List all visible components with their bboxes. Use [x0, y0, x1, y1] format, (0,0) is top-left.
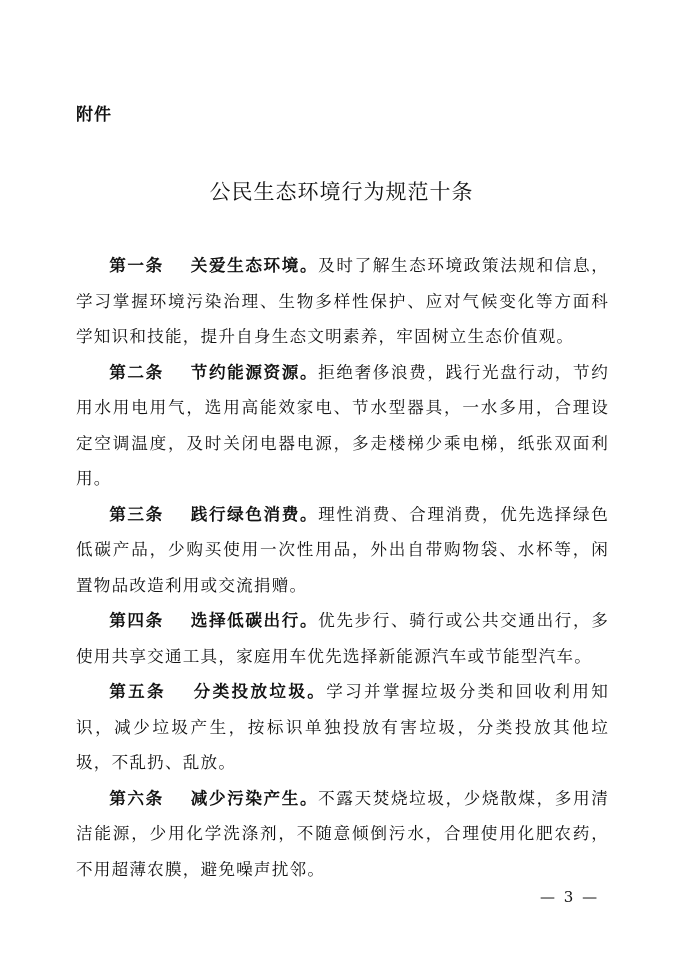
- article-5: [76, 674, 609, 781]
- article-text: 拒绝奢侈浪费，践行光盘行动，节约用水用电用气，选用高能效家电、节水型器具，一水多用，合理设定空调温度，及时关闭电器电源，多走楼梯少乘电梯，纸张双面利用。: [76, 362, 609, 488]
- article-number: 第五条: [109, 682, 166, 701]
- article-heading: 节约能源资源。: [190, 362, 319, 382]
- document-title: 公民生态环境行为规范十条: [209, 180, 474, 204]
- article-heading: 减少污染产生。: [190, 788, 319, 808]
- article-number: 第二条: [109, 362, 164, 382]
- article-heading: 关爱生态环境。: [190, 256, 319, 275]
- article-6: [76, 781, 609, 888]
- article-text: 优先步行、骑行或公共交通出行，多使用共享交通工具，家庭用车优先选择新能源汽车或节能型汽车。: [76, 611, 609, 666]
- article-number: 第三条: [109, 504, 164, 524]
- article-4: [76, 603, 609, 674]
- article-heading: 分类投放垃圾。: [192, 682, 327, 701]
- article-number: 第四条: [109, 611, 164, 630]
- article-number: 第一条: [109, 256, 164, 275]
- article-3: [76, 497, 609, 604]
- article-text: 理性消费、合理消费，优先选择绿色低碳产品，少购买使用一次性用品，外出自带购物袋、水杯等，闲置物品改造利用或交流捐赠。: [76, 504, 609, 595]
- article-text: 及时了解生态环境政策法规和信息，学习掌握环境污染治理、生物多样性保护、应对气候变化等方面科学知识和技能，提升自身生态文明素养，牢固树立生态价值观。: [76, 256, 609, 346]
- article-heading: 践行绿色消费。: [190, 504, 319, 524]
- article-1: [76, 248, 609, 355]
- article-heading: 选择低碳出行。: [190, 611, 319, 630]
- article-2: [76, 355, 609, 497]
- page-number: — 3 —: [540, 888, 600, 906]
- articles-body: [76, 248, 609, 887]
- attachment-label: 附件: [76, 105, 112, 125]
- article-text: 学习并掌握垃圾分类和回收利用知识，减少垃圾产生，按标识单独投放有害垃圾，分类投放其他垃圾，不乱扔、乱放。: [76, 682, 610, 772]
- article-number: 第六条: [109, 788, 164, 808]
- article-text: 不露天焚烧垃圾，少烧散煤，多用清洁能源，少用化学洗涤剂，不随意倾倒污水，合理使用化肥农药，不用超薄农膜，避免噪声扰邻。: [76, 788, 609, 879]
